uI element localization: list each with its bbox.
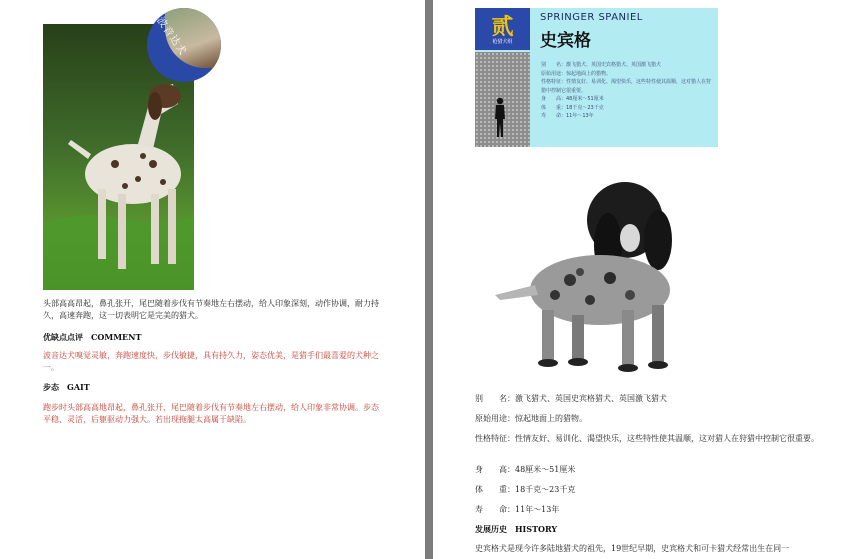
weight-text: 体 重：18千克～23千克	[475, 485, 576, 494]
breed-info-summary	[541, 61, 713, 121]
page-divider	[425, 0, 433, 559]
aliases-text: 别 名：激飞猎犬、英国史宾格猎犬、英国激飞猎犬	[475, 394, 667, 403]
number-glyph: 贰	[491, 15, 514, 40]
left-page	[0, 0, 425, 559]
number-block	[475, 8, 530, 50]
history-paragraph: 史宾格犬是现今许多陆地猎犬的祖先，19世纪早期，史宾格犬和可卡猎犬经常出生在同一	[475, 544, 790, 553]
gait-heading: 步态 GAIT	[43, 382, 90, 392]
info-line: 别 名：激飞猎犬、英国史宾格猎犬、英国激飞猎犬	[541, 62, 662, 68]
info-line: 身 高：48厘米～51厘米	[541, 96, 604, 102]
badge-label: 波音达犬	[154, 15, 189, 58]
chinese-title: 史宾格	[540, 31, 591, 51]
info-line: 寿 命：11年～13年	[541, 113, 594, 119]
comment-paragraph: 波音达犬嗅觉灵敏，奔跑速度快，步伐敏捷，具有持久力，姿态优美，是猎手们最喜爱的犬种之一。	[43, 351, 379, 372]
info-line: 原始用途：惊起地面上的猎物。	[541, 70, 612, 77]
gait-paragraph: 跑步时头部高高地昂起，鼻孔张开，尾巴随着步伐有节奏地左右摆动，给人印象非常协调。步态平稳、灵活，后躯驱动力强大。若出现拖腿太高属于缺陷。	[43, 403, 379, 424]
breed-badge	[147, 8, 221, 82]
intro-paragraph: 头部高高昂起，鼻孔张开，尾巴随着步伐有节奏地左右摆动，给人印象深刻，动作协调，耐力持久，高速奔跑，这一切表明它是完美的猎犬。	[43, 299, 379, 320]
original-use-text: 原始用途：惊起地面上的猎物。	[475, 414, 587, 423]
human-silhouette-icon	[493, 97, 507, 139]
lifespan-text: 寿 命：11年～13年	[475, 505, 560, 514]
temperament-text: 性格特征：性情友好、易训化、渴望快乐，这些特性使其温顺，这对猎人在狩猎中控制它很重要。	[475, 434, 819, 443]
comment-heading: 优缺点点评 COMMENT	[43, 332, 142, 342]
height-text: 身 高：48厘米～51厘米	[475, 465, 576, 474]
springer-spaniel-photo	[480, 160, 718, 380]
english-title: SPRINGER SPANIEL	[540, 12, 643, 23]
category-label: 枪猎犬组	[492, 39, 513, 45]
history-heading: 发展历史 HISTORY	[475, 524, 558, 534]
info-line: 性格特征：性情友好、易训化、渴望快乐，这些特性使其温顺，这对猎人在狩猎中控制它很重要。	[541, 79, 712, 94]
info-line: 体 重：18千克～23千克	[541, 104, 604, 111]
